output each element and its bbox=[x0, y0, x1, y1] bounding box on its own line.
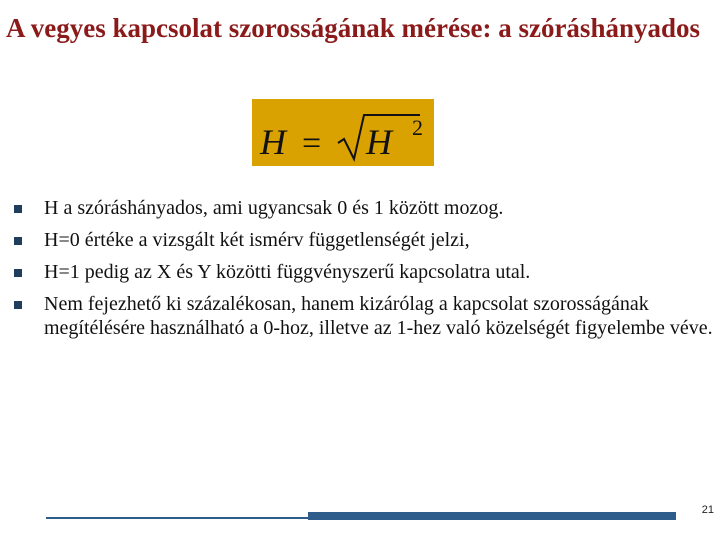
page-number: 21 bbox=[701, 504, 714, 516]
formula bbox=[252, 99, 434, 166]
bullet-list bbox=[14, 196, 718, 340]
formula-radicand: H bbox=[366, 122, 392, 162]
footer-rule-thin bbox=[46, 517, 308, 519]
bullet-square-icon bbox=[14, 301, 22, 309]
bullet-item bbox=[14, 292, 718, 340]
bullet-square-icon bbox=[14, 269, 22, 277]
bullet-item bbox=[14, 228, 718, 252]
bullet-square-icon bbox=[14, 237, 22, 245]
formula-exponent: 2 bbox=[412, 115, 423, 140]
bullet-square-icon bbox=[14, 205, 22, 213]
bullet-text: H=1 pedig az X és Y közötti függvényszerű kapcsolatra utal. bbox=[44, 261, 531, 283]
bullet-item bbox=[14, 260, 718, 284]
bullet-text: Nem fejezhető ki százalékosan, hanem kizárólag a kapcsolat szorosságának megítélésére használható a 0-hoz, illetve az 1-hez való közelségét figyelembe véve. bbox=[44, 293, 713, 339]
formula-lhs: H bbox=[260, 122, 286, 162]
formula-equals: = bbox=[302, 125, 322, 162]
bullet-text: H=0 értéke a vizsgált két ismérv függetlenségét jelzi, bbox=[44, 229, 470, 251]
slide-title: A vegyes kapcsolat szorosságának mérése: a szóráshányados bbox=[6, 13, 700, 43]
bullet-item bbox=[14, 196, 718, 220]
bullet-text: H a szóráshányados, ami ugyancsak 0 és 1 között mozog. bbox=[44, 197, 504, 219]
formula-box bbox=[252, 99, 434, 166]
footer-rule-thick bbox=[308, 512, 676, 520]
